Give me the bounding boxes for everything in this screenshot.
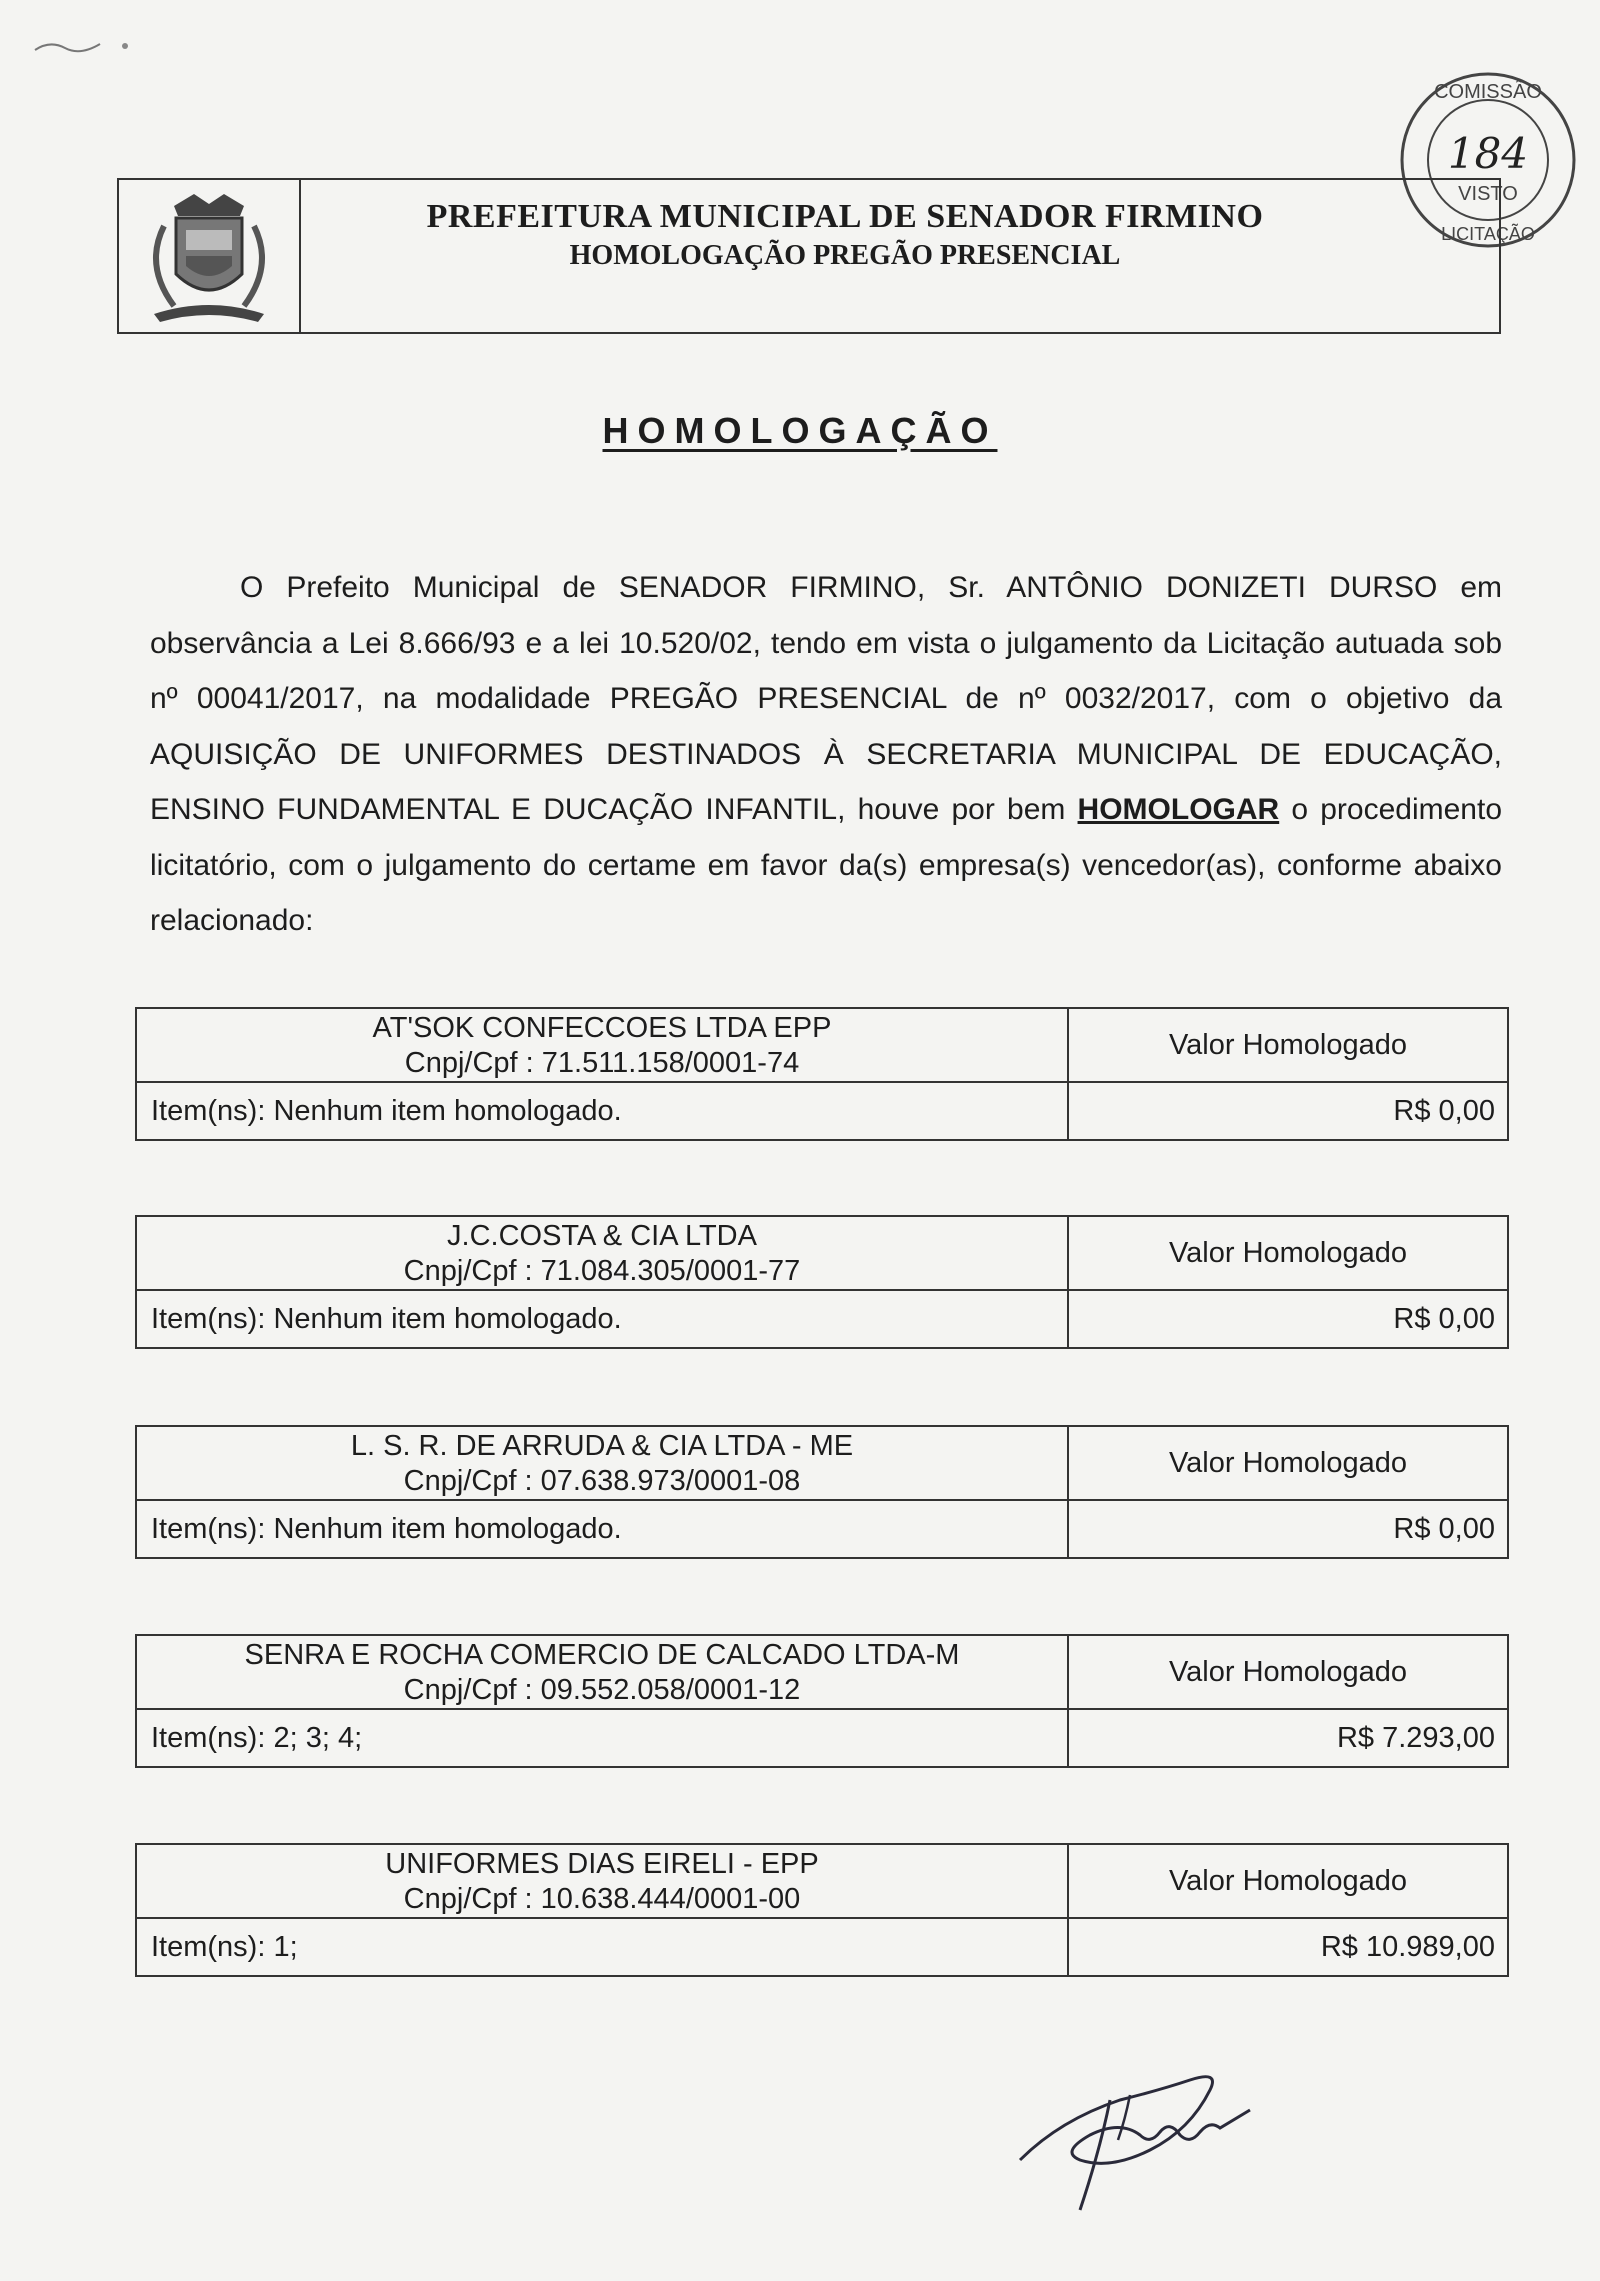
vendor-cnpj: Cnpj/Cpf : 10.638.444/0001-00 <box>403 1883 801 1915</box>
vendor-cnpj: Cnpj/Cpf : 71.084.305/0001-77 <box>403 1255 801 1287</box>
vendor-items: Item(ns): Nenhum item homologado. <box>137 1083 1069 1139</box>
value-label: Valor Homologado <box>1069 1427 1507 1501</box>
vendor-name: L. S. R. DE ARRUDA & CIA LTDA - ME <box>350 1430 854 1462</box>
vendor-identity <box>137 1845 1069 1919</box>
vendor-cnpj: Cnpj/Cpf : 71.511.158/0001-74 <box>404 1047 800 1079</box>
handwritten-signature <box>1000 2040 1260 2230</box>
paragraph-part-1: O Prefeito Municipal de SENADOR FIRMINO, Sr. ANTÔNIO DONIZETI DURSO em observância a Lei 8.666/93 e a lei 10.520/02, tendo em vista o julgamento da Licitação autuada sob nº 00041/2017, na modalidade PREGÃO PRESENCIAL de nº 0032/2017, com o objetivo da AQUISIÇÃO DE UNIFORMES DESTINADOS À SECRETARIA MUNICIPAL DE EDUCAÇÃO, ENSINO FUNDAMENTAL E DUCAÇÃO INFANTIL, houve por bem <box>150 571 1502 826</box>
value-label: Valor Homologado <box>1069 1636 1507 1710</box>
vendor-table <box>135 1007 1509 1141</box>
homologar-emphasis: HOMOLOGAR <box>1077 793 1280 826</box>
vendor-items: Item(ns): 1; <box>137 1919 1069 1975</box>
vendor-cnpj: Cnpj/Cpf : 09.552.058/0001-12 <box>403 1674 801 1706</box>
vendor-value: R$ 0,00 <box>1393 1512 1495 1545</box>
page-title <box>0 410 1600 452</box>
vendor-identity <box>137 1636 1069 1710</box>
stamp-middle-text: VISTO <box>1458 183 1518 205</box>
vendor-table <box>135 1425 1509 1559</box>
stamp-number: 184 <box>1447 129 1529 178</box>
vendor-items: Item(ns): 2; 3; 4; <box>137 1710 1069 1766</box>
value-label: Valor Homologado <box>1069 1217 1507 1291</box>
vendor-name: AT'SOK CONFECCOES LTDA EPP <box>372 1012 832 1044</box>
stamp-top-text: COMISSÃO <box>1434 81 1542 103</box>
document-type: HOMOLOGAÇÃO PREGÃO PRESENCIAL <box>569 240 1121 271</box>
vendor-name: UNIFORMES DIAS EIRELI - EPP <box>385 1848 819 1880</box>
vendor-items: Item(ns): Nenhum item homologado. <box>137 1501 1069 1557</box>
value-label: Valor Homologado <box>1069 1845 1507 1919</box>
paragraph-part-2: o procedimento licitatório, com o julgamento do certame em favor da(s) empresa(s) vencedor(as), conforme abaixo relacionado: <box>150 793 1502 937</box>
municipality-title: PREFEITURA MUNICIPAL DE SENADOR FIRMINO <box>426 198 1264 235</box>
vendor-value: R$ 7.293,00 <box>1336 1721 1495 1754</box>
title-text: HOMOLOGAÇÃO <box>602 410 998 451</box>
vendor-table <box>135 1215 1509 1349</box>
vendor-name: J.C.COSTA & CIA LTDA <box>447 1220 757 1252</box>
letterhead-text <box>301 180 1499 332</box>
vendor-identity <box>137 1009 1069 1083</box>
vendor-cnpj: Cnpj/Cpf : 07.638.973/0001-08 <box>403 1465 801 1497</box>
stamp-bottom-text: LICITAÇÃO <box>1441 224 1535 244</box>
vendor-items: Item(ns): Nenhum item homologado. <box>137 1291 1069 1347</box>
vendor-value: R$ 0,00 <box>1393 1302 1495 1335</box>
vendor-table <box>135 1843 1509 1977</box>
vendor-identity <box>137 1427 1069 1501</box>
vendor-identity <box>137 1217 1069 1291</box>
value-label: Valor Homologado <box>1069 1009 1507 1083</box>
vendor-table <box>135 1634 1509 1768</box>
vendor-value: R$ 0,00 <box>1393 1094 1495 1127</box>
vendor-value: R$ 10.989,00 <box>1320 1930 1495 1963</box>
vendor-name: SENRA E ROCHA COMERCIO DE CALCADO LTDA-M <box>244 1639 960 1671</box>
homologation-paragraph <box>150 560 1502 949</box>
corner-pen-mark <box>30 30 140 60</box>
letterhead <box>117 178 1501 334</box>
